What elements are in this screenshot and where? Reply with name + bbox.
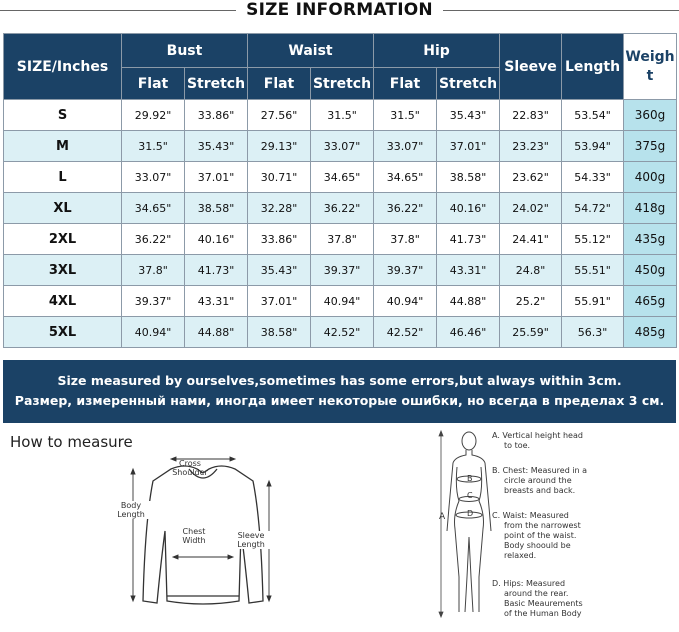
table-row [4,162,677,193]
measurement-cell: 35.43" [437,100,500,131]
weight-cell: 375g [624,131,677,162]
measurement-cell: 32.28" [248,193,311,224]
body-diagram [433,427,497,627]
weight-cell: 400g [624,162,677,193]
size-cell: 3XL [4,255,122,286]
measurement-cell: 30.71" [248,162,311,193]
measurement-cell: 29.13" [248,131,311,162]
measurement-cell: 31.5" [374,100,437,131]
cross-shoulder-label: Cross Shoulder [172,459,208,477]
measurement-cell: 55.91" [562,286,624,317]
size-cell: M [4,131,122,162]
measurement-cell: 44.88" [437,286,500,317]
table-row [4,255,677,286]
table-row [4,317,677,348]
table-row [4,131,677,162]
header-hip: Hip [374,34,500,68]
measurement-cell: 40.94" [311,286,374,317]
size-cell: XL [4,193,122,224]
measurement-cell: 53.54" [562,100,624,131]
measurement-cell: 22.83" [500,100,562,131]
desc-d: D. Hips: Measured around the rear. Basic Meaurements of the Human Body [492,579,583,618]
header-weight [624,34,677,100]
measurement-cell: 44.88" [185,317,248,348]
body-length-label: Body Length [111,501,151,519]
table-row [4,100,677,131]
header-hip-flat: Flat [374,68,437,100]
measurement-cell: 33.86" [248,224,311,255]
measurement-cell: 23.23" [500,131,562,162]
measurement-cell: 34.65" [122,193,185,224]
sleeve-length-label: Sleeve Length [231,531,271,549]
size-cell: 4XL [4,286,122,317]
measurement-cell: 39.37" [122,286,185,317]
weight-cell: 450g [624,255,677,286]
weight-cell: 465g [624,286,677,317]
measurement-cell: 55.12" [562,224,624,255]
header-waist-flat: Flat [248,68,311,100]
size-cell: S [4,100,122,131]
measurement-cell: 39.37" [374,255,437,286]
header-bust-stretch: Stretch [185,68,248,100]
measurement-cell: 36.22" [311,193,374,224]
measurement-cell: 43.31" [437,255,500,286]
page-title [0,0,679,22]
table-row [4,193,677,224]
size-table [3,33,677,348]
measurement-cell: 38.58" [248,317,311,348]
measurement-cell: 41.73" [185,255,248,286]
measurement-cell: 40.94" [122,317,185,348]
measurement-cell: 42.52" [374,317,437,348]
measurement-cell: 24.02" [500,193,562,224]
body-letter-d: D [467,509,474,518]
header-length: Length [562,34,624,100]
weight-cell: 360g [624,100,677,131]
measurement-cell: 54.33" [562,162,624,193]
header-weight-line1: Weigh [625,48,675,65]
desc-c: C. Waist: Measured from the narrowest point of the waist. Body shoould be relaxed. [492,511,581,560]
measurement-cell: 37.8" [122,255,185,286]
header-bust-flat: Flat [122,68,185,100]
measurement-cell: 46.46" [437,317,500,348]
measurement-cell: 38.58" [185,193,248,224]
measurement-cell: 41.73" [437,224,500,255]
header-hip-stretch: Stretch [437,68,500,100]
measurement-cell: 37.8" [311,224,374,255]
measurement-cell: 43.31" [185,286,248,317]
measurement-cell: 40.16" [437,193,500,224]
measurement-cell: 33.86" [185,100,248,131]
body-head [462,432,476,450]
measurement-note [3,360,676,423]
note-russian: Размер, измеренный нами, иногда имеет некоторые ошибки, но всегда в пределах 3 см. [14,393,665,408]
measurement-cell: 36.22" [122,224,185,255]
measurement-cell: 33.07" [374,131,437,162]
measurement-cell: 25.2" [500,286,562,317]
body-letter-a: A [439,512,446,522]
desc-b: B. Chest: Measured in a circle around the breasts and back. [492,466,588,495]
measurement-cell: 24.41" [500,224,562,255]
measurement-cell: 55.51" [562,255,624,286]
size-cell: 2XL [4,224,122,255]
header-waist-stretch: Stretch [311,68,374,100]
header-sleeve: Sleeve [500,34,562,100]
measurement-cell: 38.58" [437,162,500,193]
header-weight-line2: t [646,67,654,84]
measurement-cell: 31.5" [122,131,185,162]
measurement-cell: 33.07" [311,131,374,162]
chest-width-label: Chest Width [177,527,211,545]
page-title-text: SIZE INFORMATION [236,0,443,20]
measurement-cell: 36.22" [374,193,437,224]
body-letter-c: C [467,491,473,500]
measurement-cell: 34.65" [311,162,374,193]
desc-a: A. Vertical height head to toe. [492,431,583,450]
header-bust: Bust [122,34,248,68]
measurement-cell: 42.52" [311,317,374,348]
measurement-cell: 29.92" [122,100,185,131]
measurement-cell: 34.65" [374,162,437,193]
header-size: SIZE/Inches [4,34,122,100]
measurement-cell: 27.56" [248,100,311,131]
table-row [4,224,677,255]
measurement-cell: 37.01" [185,162,248,193]
how-to-measure-title: How to measure [10,433,133,451]
table-row [4,286,677,317]
header-waist: Waist [248,34,374,68]
size-cell: 5XL [4,317,122,348]
weight-cell: 418g [624,193,677,224]
measurement-cell: 39.37" [311,255,374,286]
measurement-cell: 25.59" [500,317,562,348]
measurement-cell: 35.43" [185,131,248,162]
body-inner-legs [465,537,473,612]
measurement-cell: 40.16" [185,224,248,255]
size-cell: L [4,162,122,193]
measurement-cell: 33.07" [122,162,185,193]
measurement-cell: 37.8" [374,224,437,255]
how-to-measure-section [3,423,676,632]
measurement-cell: 53.94" [562,131,624,162]
weight-cell: 435g [624,224,677,255]
measurement-cell: 54.72" [562,193,624,224]
body-letter-b: B [467,474,473,483]
measurement-cell: 40.94" [374,286,437,317]
measurement-cell: 37.01" [437,131,500,162]
size-table-body [4,100,677,348]
note-english: Size measured by ourselves,sometimes has some errors,but always within 3cm. [57,373,622,388]
measurement-cell: 23.62" [500,162,562,193]
measurement-cell: 37.01" [248,286,311,317]
measurement-cell: 35.43" [248,255,311,286]
weight-cell: 485g [624,317,677,348]
measurement-cell: 31.5" [311,100,374,131]
measurement-cell: 56.3" [562,317,624,348]
measurement-cell: 24.8" [500,255,562,286]
